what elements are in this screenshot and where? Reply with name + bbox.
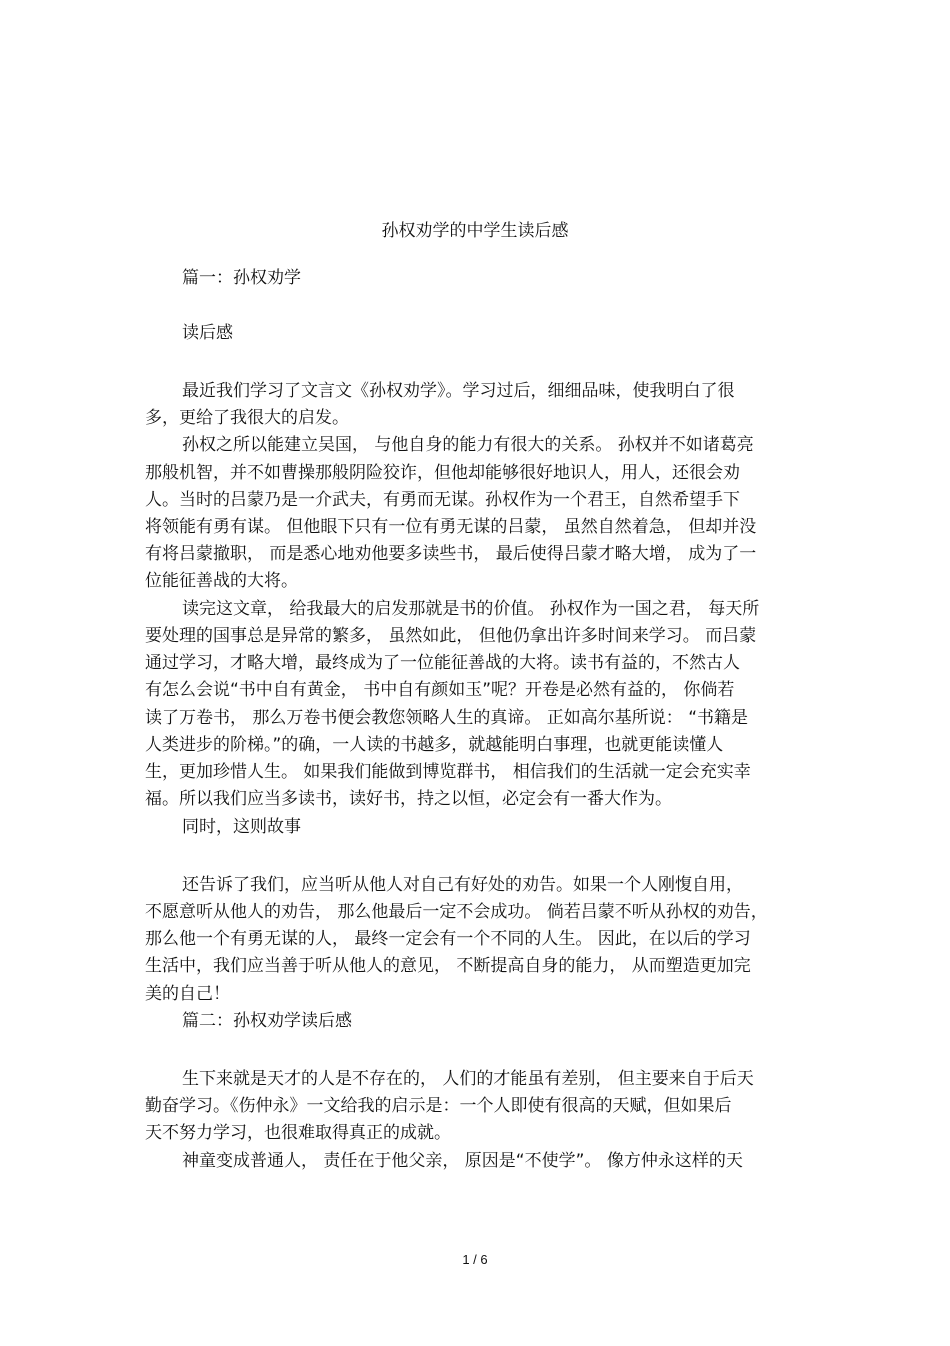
paragraph-line: 将领能有勇有谋。 但他眼下只有一位有勇无谋的吕蒙， 虽然自然着急， 但却并没 bbox=[145, 517, 757, 537]
paragraph-line: 不愿意听从他人的劝告， 那么他最后一定不会成功。 倘若吕蒙不听从孙权的劝告， bbox=[145, 902, 768, 922]
paragraph-line: 位能征善战的大将。 bbox=[145, 571, 298, 591]
paragraph-line: 那般机智，并不如曹操那般阴险狡诈，但他却能够很好地识人，用人，还很会劝 bbox=[145, 463, 740, 483]
paragraph-line: 人。当时的吕蒙乃是一介武夫，有勇而无谋。孙权作为一个君王，自然希望手下 bbox=[145, 490, 740, 510]
paragraph-line: 勤奋学习。《伤仲永》一文给我的启示是：一个人即使有很高的天赋，但如果后 bbox=[145, 1096, 732, 1116]
paragraph-line: 同时，这则故事 bbox=[182, 817, 301, 837]
paragraph-line: 要处理的国事总是异常的繁多， 虽然如此， 但他仍拿出许多时间来学习。 而吕蒙 bbox=[145, 626, 757, 646]
paragraph-line: 福。所以我们应当多读书，读好书，持之以恒，必定会有一番大作为。 bbox=[145, 789, 672, 809]
section-heading-1: 篇一：孙权劝学 bbox=[182, 268, 301, 288]
document-title: 孙权劝学的中学生读后感 bbox=[381, 221, 569, 241]
paragraph-line: 生，更加珍惜人生。 如果我们能做到博览群书， 相信我们的生活就一定会充实幸 bbox=[145, 762, 751, 782]
paragraph-line: 孙权之所以能建立吴国， 与他自身的能力有很大的关系。 孙权并不如诸葛亮 bbox=[182, 435, 754, 455]
page-number: 1 / 6 bbox=[462, 1252, 488, 1267]
paragraph-line: 还告诉了我们，应当听从他人对自己有好处的劝告。如果一个人刚愎自用， bbox=[182, 875, 743, 895]
paragraph-line: 最近我们学习了文言文《孙权劝学》。学习过后，细细品味，使我明白了很 bbox=[182, 381, 735, 401]
paragraph-line: 有怎么会说“书中自有黄金， 书中自有颜如玉”呢？开卷是必然有益的， 你倘若 bbox=[145, 680, 735, 700]
paragraph-line: 生下来就是天才的人是不存在的， 人们的才能虽有差别， 但主要来自于后天 bbox=[182, 1069, 754, 1089]
paragraph-line: 人类进步的阶梯。”的确，一人读的书越多，就越能明白事理，也就更能读懂人 bbox=[145, 735, 724, 755]
paragraph-line: 神童变成普通人， 责任在于他父亲， 原因是“不使学”。 像方仲永这样的天 bbox=[182, 1151, 743, 1171]
paragraph-line: 读了万卷书， 那么万卷书便会教您领略人生的真谛。 正如高尔基所说： “书籍是 bbox=[145, 708, 749, 728]
paragraph-line: 那么他一个有勇无谋的人， 最终一定会有一个不同的人生。 因此，在以后的学习 bbox=[145, 929, 751, 949]
paragraph-line: 通过学习，才略大增，最终成为了一位能征善战的大将。读书有益的，不然古人 bbox=[145, 653, 740, 673]
paragraph-line: 天不努力学习，也很难取得真正的成就。 bbox=[145, 1123, 451, 1143]
paragraph-line: 读完这文章， 给我最大的启发那就是书的价值。 孙权作为一国之君， 每天所 bbox=[182, 599, 760, 619]
section-subheading: 读后感 bbox=[182, 323, 233, 343]
paragraph-line: 有将吕蒙撤职， 而是悉心地劝他要多读些书， 最后使得吕蒙才略大增， 成为了一 bbox=[145, 544, 757, 564]
paragraph-line: 生活中，我们应当善于听从他人的意见， 不断提高自身的能力， 从而塑造更加完 bbox=[145, 956, 751, 976]
paragraph-line: 美的自己！ bbox=[145, 984, 230, 1004]
paragraph-line: 多，更给了我很大的启发。 bbox=[145, 408, 349, 428]
section-heading-2: 篇二：孙权劝学读后感 bbox=[182, 1011, 352, 1031]
